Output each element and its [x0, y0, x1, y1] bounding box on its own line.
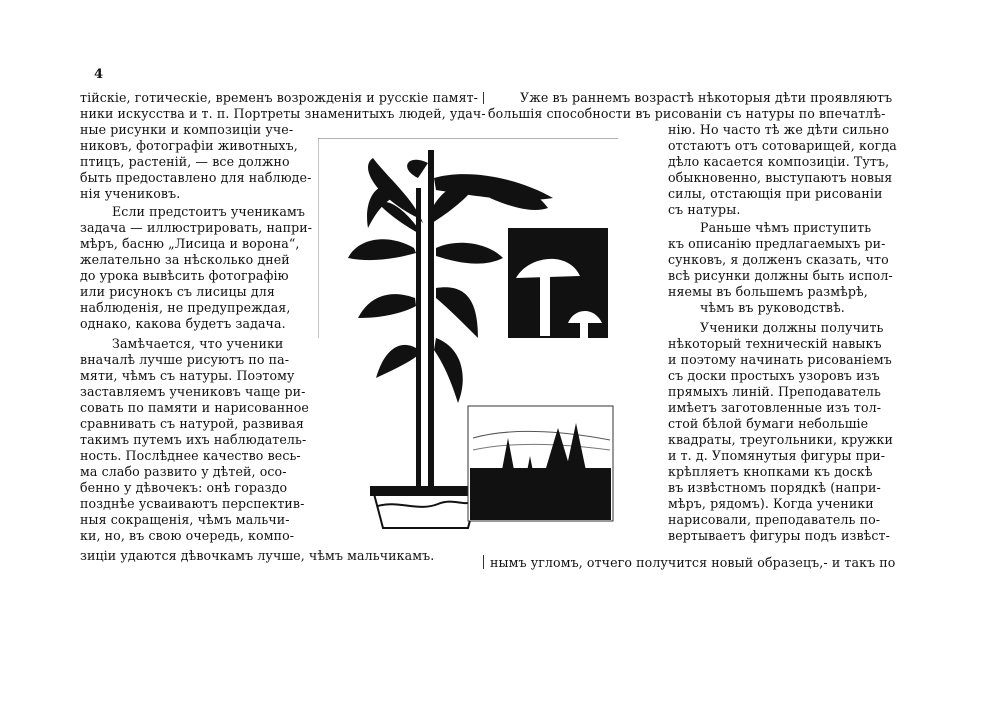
text-line: квадраты, треугольники, кружки	[668, 432, 893, 447]
text-line: въ извѣстномъ порядкѣ (напри-	[668, 480, 881, 495]
text-line: ность. Послѣднее качество весь-	[80, 448, 301, 463]
text-line: заставляемъ учениковъ чаще ри-	[80, 384, 306, 399]
text-line: большія способности въ рисованіи съ натуры по впечатлѣ-	[488, 106, 886, 121]
text-line: наблюденія, не предупреждая,	[80, 300, 291, 315]
text-line: нарисовали, преподаватель по-	[668, 512, 881, 527]
text-line: имѣетъ заготовленные изъ тол-	[668, 400, 882, 415]
text-line: дѣло касается композиціи. Тутъ,	[668, 154, 890, 169]
text-line: задача — иллюстрировать, напри-	[80, 220, 313, 235]
text-line: быть предоставлено для наблюде-	[80, 170, 312, 185]
text-line: зиціи удаются дѣвочкамъ лучше, чѣмъ мальчикамъ.	[80, 548, 435, 563]
column-marker	[483, 92, 484, 104]
text-line: совать по памяти и нарисованное	[80, 400, 309, 415]
text-line: мѣръ, басню „Лисица и ворона“,	[80, 236, 300, 251]
text-line: силы, отстающія при рисованіи	[668, 186, 883, 201]
text-line: съ натуры.	[668, 202, 741, 217]
text-line: нѣкоторый техническій навыкъ	[668, 336, 882, 351]
text-line: отстаютъ отъ сотоварищей, когда	[668, 138, 897, 153]
text-line: къ описанію предлагаемыхъ ри-	[668, 236, 886, 251]
text-line: Если предстоитъ ученикамъ	[112, 204, 305, 219]
text-line: тійскіе, готическіе, временъ возрожденія и русскіе памят-	[80, 90, 479, 105]
text-line: позднѣе усваиваютъ перспектив-	[80, 496, 305, 511]
text-line: ки, но, въ свою очередь, компо-	[80, 528, 295, 543]
illustration	[318, 138, 618, 538]
text-line: однако, какова будетъ задача.	[80, 316, 286, 331]
text-line: до урока вывѣсить фотографію	[80, 268, 289, 283]
text-line: сравнивать съ натурой, развивая	[80, 416, 304, 431]
text-line: ные рисунки и композиціи уче-	[80, 122, 294, 137]
text-line: Раньше чѣмъ приступить	[700, 220, 872, 235]
text-line: прямыхъ линій. Преподаватель	[668, 384, 881, 399]
text-line: мѣръ, рядомъ). Когда ученики	[668, 496, 874, 511]
mushroom-drawing	[508, 228, 608, 348]
text-line: чѣмъ въ руководствѣ.	[700, 300, 845, 315]
text-line: всѣ рисунки должны быть испол-	[668, 268, 893, 283]
text-line: стой бѣлой бумаги небольшіе	[668, 416, 869, 431]
text-line: бенно у дѣвочекъ: онѣ гораздо	[80, 480, 288, 495]
text-line: вертываетъ фигуры подъ извѣст-	[668, 528, 890, 543]
text-line: нымъ угломъ, отчего получится новый образецъ,- и такъ по	[490, 555, 896, 570]
text-line: съ доски простыхъ узоровъ изъ	[668, 368, 880, 383]
text-line: желательно за нѣсколько дней	[80, 252, 290, 267]
text-line: нію. Но часто тѣ же дѣти сильно	[668, 122, 890, 137]
trees-drawing	[468, 406, 613, 521]
text-line: и поэтому начинать рисованіемъ	[668, 352, 892, 367]
text-line: или рисунокъ съ лисицы для	[80, 284, 275, 299]
column-marker	[483, 555, 484, 569]
text-line: крѣпляетъ кнопками къ доскѣ	[668, 464, 873, 479]
text-line: Уже въ раннемъ возрастѣ нѣкоторыя дѣти проявляютъ	[520, 90, 893, 105]
text-line: ма слабо развито у дѣтей, осо-	[80, 464, 287, 479]
text-line: няемы въ большемъ размѣрѣ,	[668, 284, 868, 299]
text-line: вначалѣ лучше рисуютъ по па-	[80, 352, 290, 367]
page-number: 4	[94, 67, 104, 82]
text-line: ныя сокращенія, чѣмъ мальчи-	[80, 512, 290, 527]
text-line: никовъ, фотографіи животныхъ,	[80, 138, 298, 153]
text-line: нія учениковъ.	[80, 186, 181, 201]
text-line: сунковъ, я долженъ сказать, что	[668, 252, 889, 267]
text-line: Замѣчается, что ученики	[112, 336, 284, 351]
illustration-art	[318, 138, 618, 538]
text-line: такимъ путемъ ихъ наблюдатель-	[80, 432, 307, 447]
text-line: обыкновенно, выступаютъ новыя	[668, 170, 893, 185]
text-line: Ученики должны получить	[700, 320, 884, 335]
text-line: ники искусства и т. п. Портреты знаменитыхъ людей, удач-	[80, 106, 486, 121]
text-line: птицъ, растеній, — все должно	[80, 154, 290, 169]
text-line: и т. д. Упомянутыя фигуры при-	[668, 448, 886, 463]
text-line: мяти, чѣмъ съ натуры. Поэтому	[80, 368, 295, 383]
